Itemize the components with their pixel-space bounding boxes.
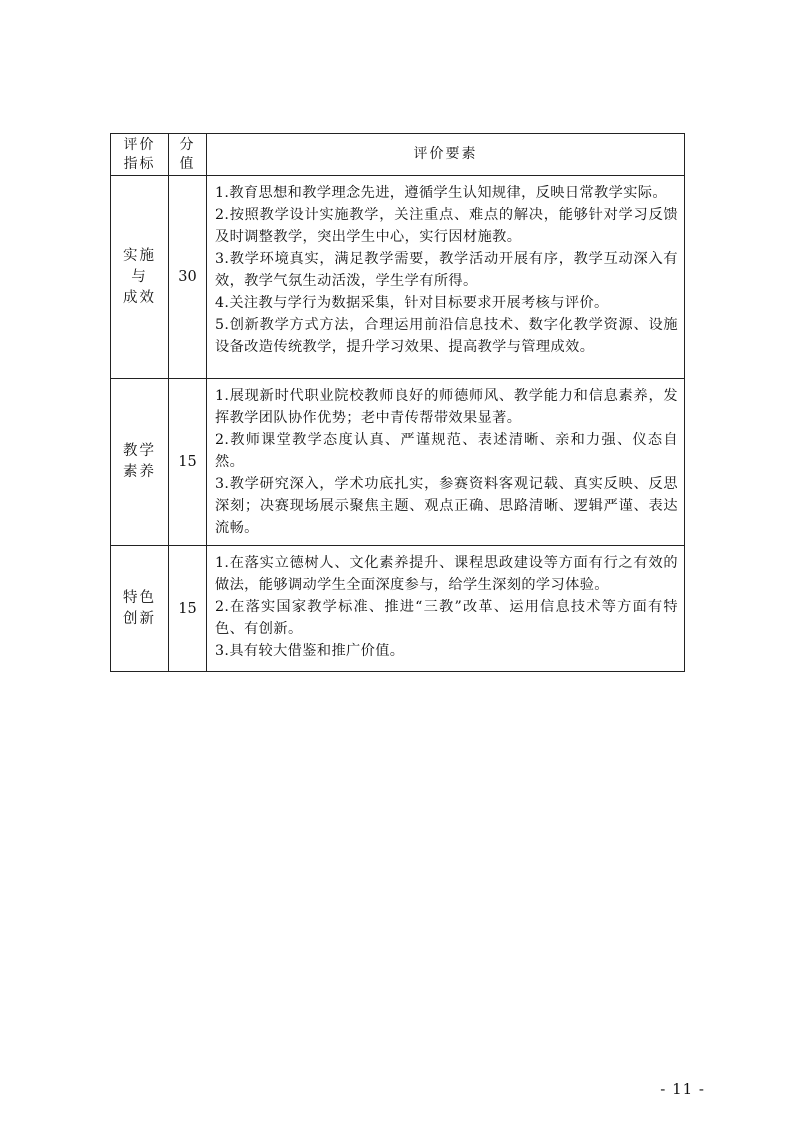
evaluation-table xyxy=(110,133,685,672)
header-score-line-2: 值 xyxy=(179,155,196,172)
element-item: 2.教师课堂教学态度认真、严谨规范、表述清晰、亲和力强、仪态自然。 xyxy=(215,432,678,470)
indicator-line: 教学 xyxy=(123,443,156,459)
header-indicator xyxy=(111,134,169,176)
page-number: - 11 - xyxy=(660,1080,705,1098)
element-item: 1.展现新时代职业院校教师良好的师德师风、教学能力和信息素养，发挥教学团队协作优势；老中青传帮带效果显著。 xyxy=(215,388,678,426)
indicator-line: 成效 xyxy=(123,289,156,306)
indicator-line: 特色 xyxy=(123,589,156,606)
table-row xyxy=(111,176,685,379)
indicator-line: 实施 xyxy=(123,247,156,264)
header-indicator-line-1: 评价 xyxy=(123,136,156,153)
score-cell: 30 xyxy=(169,176,207,379)
table-row xyxy=(111,379,685,546)
header-score xyxy=(169,134,207,176)
indicator-cell xyxy=(111,176,169,379)
header-score-line-1: 分 xyxy=(179,136,196,153)
indicator-line: 素养 xyxy=(123,464,156,480)
elements-cell xyxy=(207,379,685,546)
indicator-cell xyxy=(111,379,169,546)
elements-cell xyxy=(207,546,685,672)
element-item: 1.教育思想和教学理念先进，遵循学生认知规律，反映日常教学实际。 xyxy=(215,185,667,201)
element-item: 5.创新教学方式方法，合理运用前沿信息技术、数字化教学资源、设施设备改造传统教学，提升学习效果、提高教学与管理成效。 xyxy=(215,317,678,355)
table-row xyxy=(111,546,685,672)
score-cell: 15 xyxy=(169,546,207,672)
indicator-line: 创新 xyxy=(123,610,156,627)
header-elements: 评价要素 xyxy=(207,134,685,176)
element-item: 2.在落实国家教学标准、推进“三教”改革、运用信息技术等方面有特色、有创新。 xyxy=(215,599,678,637)
indicator-cell xyxy=(111,546,169,672)
score-cell: 15 xyxy=(169,379,207,546)
table-header-row xyxy=(111,134,685,176)
elements-cell xyxy=(207,176,685,379)
indicator-line: 与 xyxy=(131,268,148,285)
element-item: 4.关注教与学行为数据采集，针对目标要求开展考核与评价。 xyxy=(215,295,609,311)
element-item: 3.教学研究深入，学术功底扎实，参赛资料客观记载、真实反映、反思深刻；决赛现场展示聚焦主题、观点正确、思路清晰、逻辑严谨、表达流畅。 xyxy=(215,476,678,536)
element-item: 3.具有较大借鉴和推广价值。 xyxy=(215,643,405,659)
element-item: 2.按照教学设计实施教学，关注重点、难点的解决，能够针对学习反馈及时调整教学，突出学生中心，实行因材施教。 xyxy=(215,207,678,245)
element-item: 3.教学环境真实，满足教学需要，教学活动开展有序，教学互动深入有效，教学气氛生动活泼，学生学有所得。 xyxy=(215,251,678,289)
header-indicator-line-2: 指标 xyxy=(123,155,156,172)
element-item: 1.在落实立德树人、文化素养提升、课程思政建设等方面有行之有效的做法，能够调动学生全面深度参与，给学生深刻的学习体验。 xyxy=(215,555,678,593)
